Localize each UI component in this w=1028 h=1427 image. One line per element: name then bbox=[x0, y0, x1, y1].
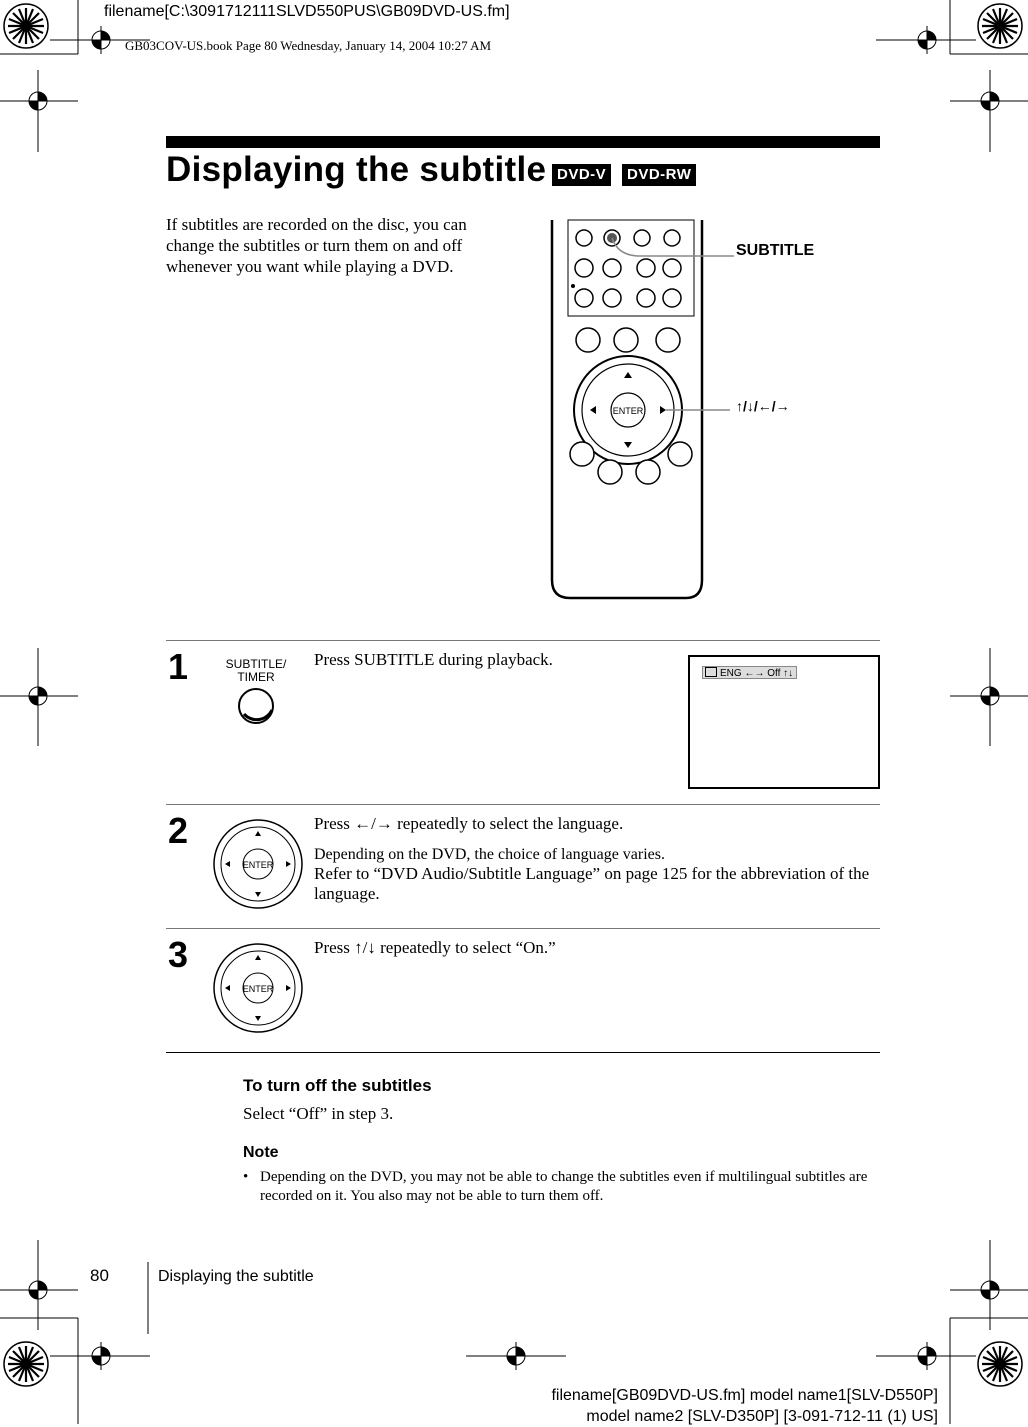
header-book-info: GB03COV-US.book Page 80 Wednesday, January 14, 2004 10:27 AM bbox=[125, 38, 492, 53]
page-title: Displaying the subtitle bbox=[166, 150, 547, 189]
subtitle-callout: SUBTITLE bbox=[736, 242, 815, 259]
note-item bbox=[243, 1168, 883, 1206]
step-divider bbox=[166, 928, 880, 929]
note-bullet: • bbox=[243, 1169, 249, 1185]
dpad-enter-label: ENTER bbox=[242, 984, 274, 994]
turn-off-text: Select “Off” in step 3. bbox=[243, 1104, 394, 1123]
dvd-rw-badge: DVD-RW bbox=[622, 164, 696, 186]
arrows-callout: ↑/↓/←/→ bbox=[736, 398, 790, 414]
dpad-icon bbox=[212, 818, 304, 910]
subtitle-osd bbox=[702, 666, 797, 679]
remote-control-illustration bbox=[540, 214, 740, 610]
step-3-number: 3 bbox=[168, 934, 189, 975]
dvd-v-badge: DVD-V bbox=[552, 164, 611, 186]
remote-enter-label: ENTER bbox=[612, 406, 644, 416]
osd-text: ENG ←→ Off ↑↓ bbox=[720, 668, 794, 679]
step-2-text: Press ←/→ repeatedly to select the language. bbox=[314, 814, 624, 833]
step-3-text: Press ↑/↓ repeatedly to select “On.” bbox=[314, 938, 556, 957]
timer-label: TIMER bbox=[237, 670, 275, 684]
step-2-detail-1: Depending on the DVD, the choice of language varies. bbox=[314, 846, 665, 863]
intro-paragraph: If subtitles are recorded on the disc, you can change the subtitles or turn them on and off whenever you want while playing a DVD. bbox=[166, 215, 467, 276]
page-number: 80 bbox=[90, 1266, 109, 1285]
step-1-text: Press SUBTITLE during playback. bbox=[314, 650, 553, 669]
footer-model-line-1: filename[GB09DVD-US.fm] model name1[SLV-D550P] bbox=[551, 1387, 938, 1404]
step-divider bbox=[166, 640, 880, 641]
step-divider bbox=[166, 804, 880, 805]
footer-model-info bbox=[551, 1385, 938, 1427]
footer-model-line-2: model name2 [SLV-D350P] [3-091-712-11 (1) US] bbox=[586, 1408, 938, 1425]
subtitle-button-icon bbox=[236, 686, 276, 726]
dpad-icon bbox=[212, 942, 304, 1034]
dpad-enter-label: ENTER bbox=[242, 860, 274, 870]
step-divider bbox=[166, 1052, 880, 1053]
note-heading: Note bbox=[243, 1144, 279, 1161]
subtitle-timer-label bbox=[224, 658, 288, 684]
subtitle-icon bbox=[705, 667, 717, 677]
step-2-detail-2: Refer to “DVD Audio/Subtitle Language” on page 125 for the abbreviation of the language. bbox=[314, 864, 870, 903]
turn-off-heading: To turn off the subtitles bbox=[243, 1076, 432, 1095]
subtitle-label: SUBTITLE/ bbox=[225, 657, 287, 671]
note-text: Depending on the DVD, you may not be able to change the subtitles even if multilingual subtitles are recorded on it. You also may not be able to turn them off. bbox=[260, 1169, 868, 1204]
header-file-path: filename[C:\3091712111SLVD550PUS\GB09DVD-US.fm] bbox=[104, 3, 510, 20]
step-1-number: 1 bbox=[168, 646, 189, 687]
footer-section-name: Displaying the subtitle bbox=[158, 1268, 314, 1285]
title-rule bbox=[166, 136, 880, 148]
step-2-number: 2 bbox=[168, 810, 189, 851]
